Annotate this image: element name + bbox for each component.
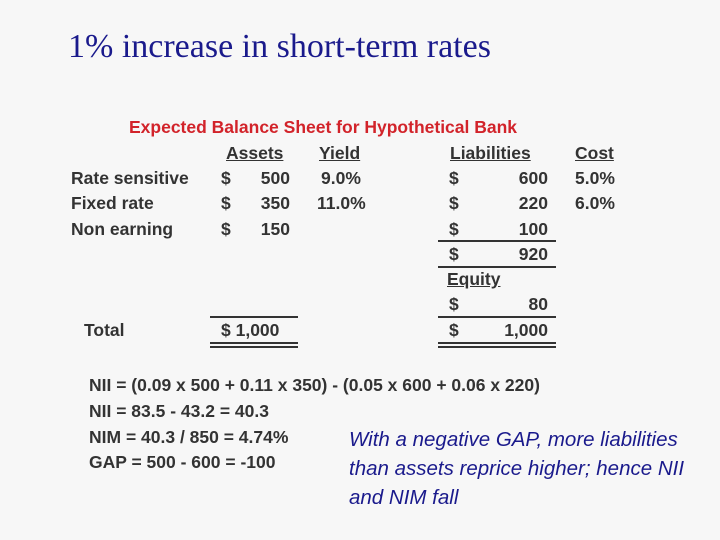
equity-label: Equity <box>447 269 501 289</box>
formula-line: NIM = 40.3 / 850 = 4.74% <box>89 427 289 447</box>
liability-subtotal-value: 920 <box>518 244 548 264</box>
total-liabilities-currency: $ <box>449 320 459 340</box>
assets-double-rule <box>210 342 298 344</box>
assets-double-rule <box>210 346 298 348</box>
total-liabilities-value: 1,000 <box>504 320 548 340</box>
asset-value: 150 <box>260 219 290 239</box>
total-label: Total <box>84 320 125 340</box>
formula-line: NII = 83.5 - 43.2 = 40.3 <box>89 401 269 421</box>
asset-currency: $ <box>221 219 231 239</box>
liability-subtotal-currency: $ <box>449 244 459 264</box>
cost-value: 6.0% <box>575 193 615 213</box>
asset-currency: $ <box>221 193 231 213</box>
header-liabilities: Liabilities <box>450 143 531 163</box>
liability-value: 220 <box>518 193 548 213</box>
total-assets: $ 1,000 <box>221 320 280 340</box>
gap-note: With a negative GAP, more liabilities than assets reprice higher; hence NII and NIM fall <box>349 428 685 509</box>
row-label: Rate sensitive <box>71 168 189 188</box>
liability-value: 100 <box>518 219 548 239</box>
header-cost: Cost <box>575 143 614 163</box>
asset-value: 350 <box>260 193 290 213</box>
subtotal-rule <box>438 240 556 242</box>
liabilities-total-rule <box>438 316 556 318</box>
slide-title: 1% increase in short-term rates <box>68 28 491 65</box>
header-assets: Assets <box>226 143 284 163</box>
liability-currency: $ <box>449 168 459 188</box>
liability-currency: $ <box>449 193 459 213</box>
equity-currency: $ <box>449 294 459 314</box>
liabilities-double-rule <box>438 342 556 344</box>
cost-value: 5.0% <box>575 168 615 188</box>
liability-currency: $ <box>449 219 459 239</box>
formula-line: GAP = 500 - 600 = -100 <box>89 452 276 472</box>
yield-value: 11.0% <box>317 193 366 213</box>
header-yield: Yield <box>319 143 361 163</box>
yield-value: 9.0% <box>321 168 361 188</box>
asset-currency: $ <box>221 168 231 188</box>
asset-value: 500 <box>260 168 290 188</box>
liabilities-double-rule <box>438 346 556 348</box>
row-label: Non earning <box>71 219 174 239</box>
equity-rule <box>438 266 556 268</box>
liability-value: 600 <box>518 168 548 188</box>
equity-value: 80 <box>528 294 548 314</box>
balance-sheet-title: Expected Balance Sheet for Hypothetical Bank <box>129 117 518 137</box>
formula-line: NII = (0.09 x 500 + 0.11 x 350) - (0.05 x 600 + 0.06 x 220) <box>89 375 540 395</box>
assets-total-rule <box>210 316 298 318</box>
row-label: Fixed rate <box>71 193 154 213</box>
